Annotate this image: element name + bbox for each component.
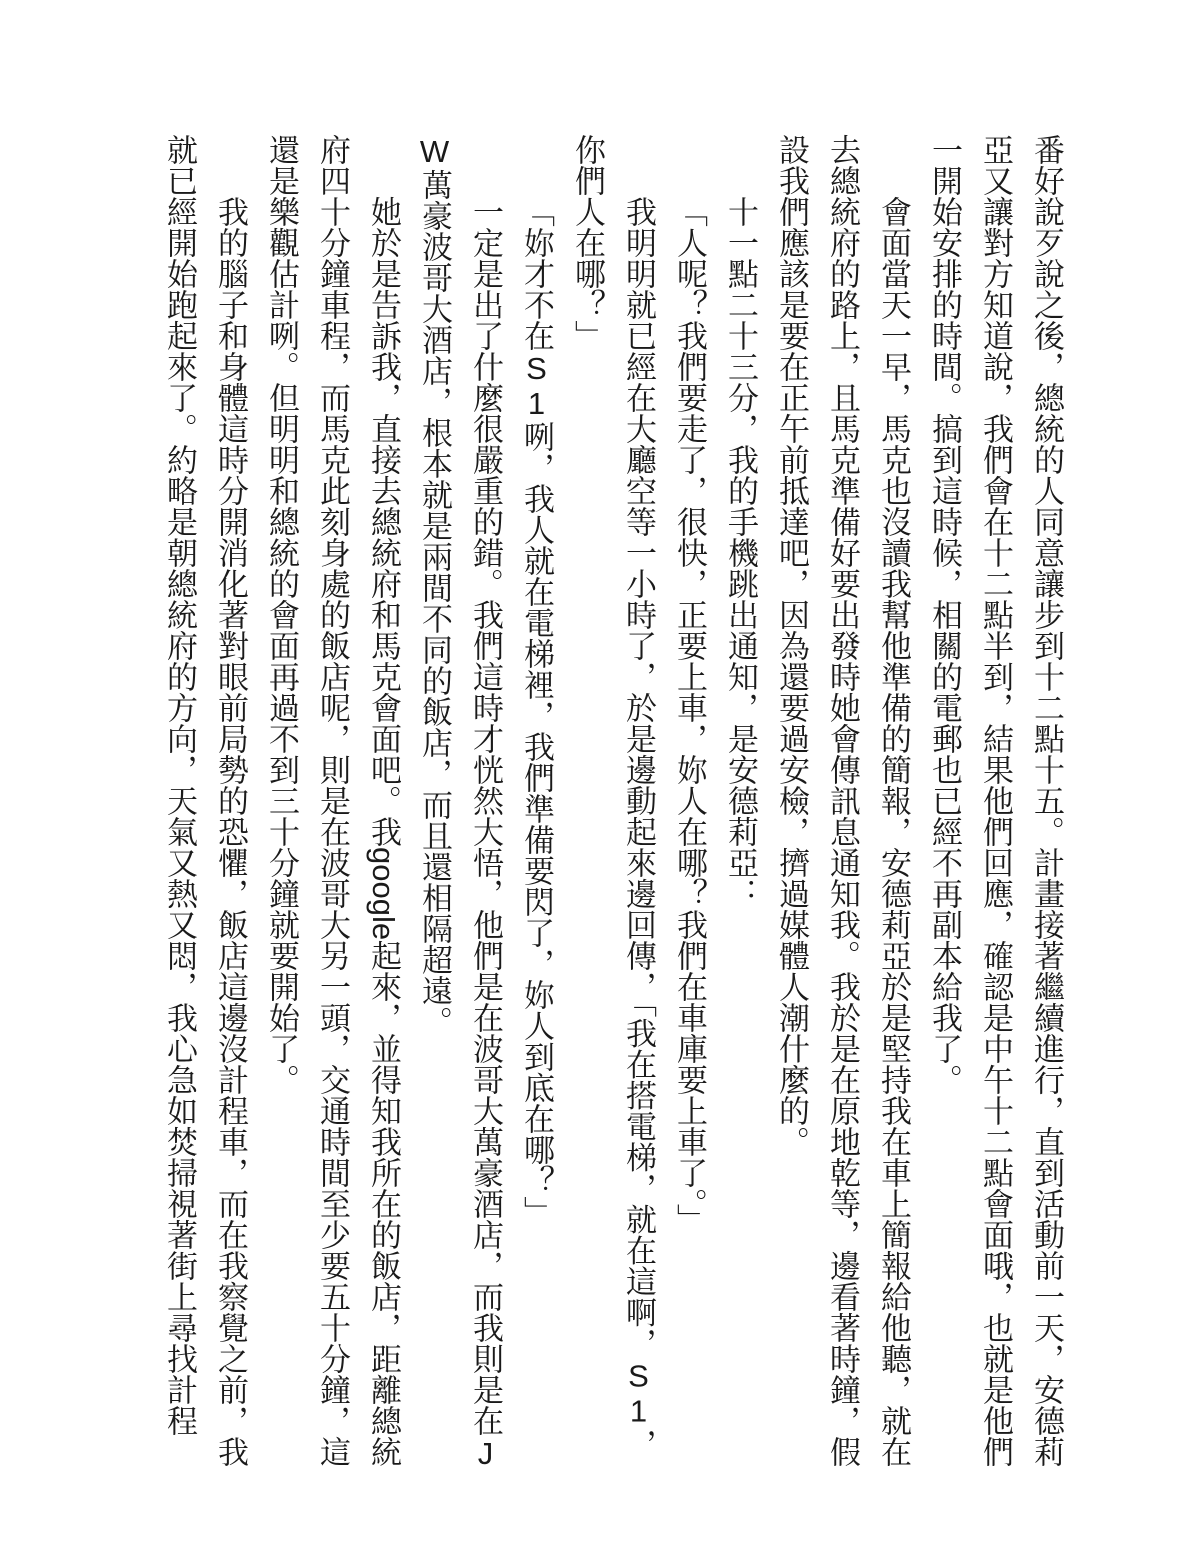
- text-segment: 我的腦子和身體這時分開消化著對眼前局勢的恐懼，飯店這邊沒計程車，而在我察覺之前，我就已經開始跑起來了。約略是朝總統府的方向，天氣又熱又悶，我心急如焚掃視著街上尋找計程: [162, 134, 248, 1467]
- text-segment: 番好說歹說之後，總統的人同意讓步到十二點十五。計畫接著繼續進行，直到活動前一天，安德莉亞又讓對方知道說，我們會在十二點半到，結果他們回應，確認是中午十二點會面哦，也就是他們一開始安排的時間。搞到這時候，相關的電郵也已經不再副本給我了。: [927, 134, 1064, 1467]
- upright-latin-text: S1: [519, 351, 554, 421]
- text-segment: 她於是告訴我，直接去總統府和馬克會面吧。我: [366, 196, 401, 847]
- text-segment: 我明明就已經在大廳空等一小時了，於是邊動起來邊回傳，「我在搭電梯，就在這啊，: [621, 196, 656, 1359]
- upright-latin-text: S1: [621, 1358, 656, 1429]
- text-segment: 「人呢？我們要走了，很快，正要上車，妳人在哪？我們在車庫要上車了。」: [672, 196, 707, 1235]
- paragraph: [409, 134, 511, 1479]
- paragraph: [919, 134, 1072, 1479]
- text-segment: 一定是出了什麼很嚴重的錯。我們這時才恍然大悟，他們是在波哥大萬豪酒店，而我則是在: [468, 196, 503, 1436]
- text-segment: 會面當天一早，馬克也沒讀我幫他準備的簡報，安德莉亞於是堅持我在車上簡報給他聽，就在去總統府的路上，且馬克準備好要出發時她會傳訊息通知我。我於是在原地乾等，邊看著時鐘，假設我們應該是要在正午前抵達吧，因為還要過安檢，擠過媒體人潮什麼的。: [774, 134, 911, 1467]
- paragraph: [511, 134, 562, 1479]
- article-text: [154, 134, 1072, 1479]
- text-segment: google: [366, 847, 401, 941]
- paragraph: [154, 134, 256, 1479]
- text-segment: 「妳才不在: [519, 196, 554, 351]
- paragraph: [715, 134, 766, 1479]
- text-segment: ，你們人在哪？」: [570, 134, 656, 1460]
- upright-latin-text: JW: [417, 134, 503, 1471]
- text-segment: 十一點二十三分，我的手機跳出通知，是安德莉亞：: [723, 196, 758, 909]
- text-segment: 起來，並得知我所在的飯店，距離總統府四十分鐘車程，而馬克此刻身處的飯店呢，則是在波哥大另一頭，交通時間至少要五十分鐘，這還是樂觀估計咧。但明明和總統的會面再過不到三十分鐘就要開始了。: [264, 134, 401, 1468]
- text-segment: 萬豪波哥大酒店，根本就是兩間不同的飯店，而且還相隔超遠。: [417, 169, 452, 1037]
- paragraph: [766, 134, 919, 1479]
- paragraph: [562, 134, 664, 1479]
- text-segment: 咧，我人就在電梯裡，我們準備要閃了，妳人到底在哪？」: [519, 421, 554, 1227]
- paragraph: [664, 134, 715, 1479]
- paragraph: [256, 134, 409, 1479]
